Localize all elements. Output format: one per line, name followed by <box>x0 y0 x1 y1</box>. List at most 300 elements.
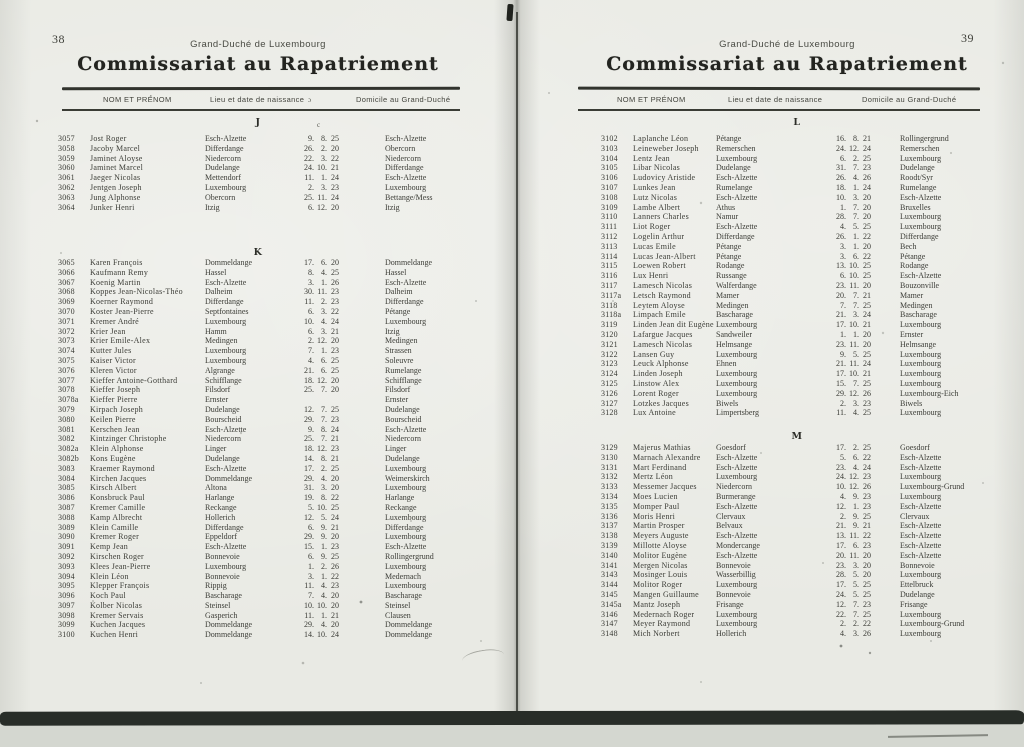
entry-name: Loewen Robert <box>633 261 686 271</box>
entry-domicile: Esch-Alzette <box>900 462 942 472</box>
entry-domicile: Obercorn <box>385 143 416 153</box>
table-row <box>601 359 1001 369</box>
entry-number: 3061 <box>58 173 75 183</box>
entry-domicile: Luxembourg <box>900 491 942 501</box>
entry-birthplace: Septfontaines <box>205 306 249 316</box>
entry-birthplace: Esch-Alzette <box>205 277 247 287</box>
entry-birthdate: 24. 10. 21 <box>304 163 339 173</box>
entry-birthdate: 17. 10. 21 <box>836 320 871 330</box>
entry-name: Lunkes Jean <box>633 182 676 192</box>
entry-number: 3117a <box>601 290 622 300</box>
entry-birthdate: 28. 5. 20 <box>836 570 871 580</box>
table-row <box>601 350 1001 360</box>
column-header-birth: Lieu et date de naissance <box>210 95 305 104</box>
entry-birthplace: Rippig <box>205 581 227 591</box>
entry-birthplace: Luxembourg <box>205 355 247 365</box>
entry-birthplace: Luxembourg <box>205 316 247 326</box>
entry-number: 3116 <box>601 271 618 281</box>
entry-name: Leytem Aloyse <box>633 300 685 310</box>
entry-name: Koster Jean-Pierre <box>90 306 154 316</box>
table-row <box>601 252 1001 262</box>
entry-number: 3103 <box>601 143 618 153</box>
entry-birthplace: Gasperich <box>205 610 238 620</box>
entry-domicile: Luxembourg <box>900 369 942 379</box>
entry-birthplace: Luxembourg <box>716 369 758 379</box>
entry-number: 3136 <box>601 511 618 521</box>
table-row <box>58 327 468 337</box>
table-row <box>601 242 1001 252</box>
entry-number: 3068 <box>58 287 75 297</box>
entry-domicile: Luxembourg <box>385 316 427 326</box>
entry-domicile: Luxembourg-Grund <box>900 482 965 492</box>
table-row <box>601 379 1001 389</box>
entry-domicile: Rollingergrund <box>900 134 949 143</box>
entry-name: Millotte Aloyse <box>633 540 687 550</box>
entry-birthdate: 12. 7. 23 <box>836 599 871 609</box>
entry-number: 3141 <box>601 560 618 570</box>
header-rule-top <box>578 87 980 91</box>
entry-birthdate: 23. 11. 20 <box>836 280 871 290</box>
entry-birthplace: Sandweiler <box>716 329 752 339</box>
entry-birthdate: 1. 1. 20 <box>840 329 871 339</box>
entry-birthdate: 21. 6. 25 <box>304 365 339 375</box>
entry-domicile: Differdange <box>385 522 424 532</box>
entry-birthplace: Esch-Alzette <box>205 542 247 552</box>
entry-birthdate: 4. 5. 25 <box>840 222 871 232</box>
entry-name: Koenig Martin <box>90 277 141 287</box>
entry-number: 3082b <box>58 453 79 463</box>
entry-birthplace: Dudelange <box>205 163 240 173</box>
entry-name: Lafargue Jacques <box>633 329 693 339</box>
entry-birthplace: Dommeldange <box>205 630 253 640</box>
table-row <box>601 173 1001 183</box>
entry-name: Kaiser Victor <box>90 355 136 365</box>
table-row <box>58 591 468 601</box>
table-row <box>58 268 468 278</box>
entry-birthdate: 25. 11. 24 <box>304 192 339 202</box>
table-row <box>601 183 1001 193</box>
entry-name: Liot Roger <box>633 222 671 232</box>
entry-birthdate: 1. 2. 26 <box>308 561 339 571</box>
entry-number: 3130 <box>601 452 618 462</box>
entry-number: 3069 <box>58 297 75 307</box>
entry-birthdate: 10. 4. 24 <box>304 316 339 326</box>
entry-birthplace: Dalheim <box>205 287 233 297</box>
entry-number: 3102 <box>601 134 618 143</box>
entry-domicile: Biwels <box>900 398 923 408</box>
entry-number: 3115 <box>601 261 618 271</box>
table-row <box>601 144 1001 154</box>
entry-birthdate: 6. 2. 25 <box>840 153 871 163</box>
entry-number: 3074 <box>58 346 75 356</box>
table-row <box>58 376 468 386</box>
book-fold-line <box>516 12 518 713</box>
entry-birthdate: 28. 7. 20 <box>836 212 871 222</box>
entry-number: 3089 <box>58 522 75 532</box>
entry-name: Kirchen Jacques <box>90 473 147 483</box>
entry-domicile: Luxembourg <box>900 222 942 232</box>
entry-name: Krier Emile-Alex <box>90 336 151 346</box>
entry-name: Keilen Pierre <box>90 414 136 424</box>
entry-birthplace: Pétange <box>716 241 742 251</box>
entry-domicile: Pétange <box>900 251 926 261</box>
entry-number: 3064 <box>58 202 75 212</box>
entry-birthdate: 26. 2. 20 <box>304 143 339 153</box>
entry-number: 3090 <box>58 532 75 542</box>
entry-domicile: Esch-Alzette <box>385 277 427 287</box>
entry-domicile: Medingen <box>900 300 933 310</box>
entry-number: 3087 <box>58 502 75 512</box>
entry-domicile: Goesdorf <box>900 443 930 452</box>
table-row <box>601 389 1001 399</box>
entry-name: Lansen Guy <box>633 349 675 359</box>
entry-number: 3105 <box>601 163 618 173</box>
entry-name: Koch Paul <box>90 591 126 601</box>
entry-birthdate: 23. 4. 24 <box>836 462 871 472</box>
entry-domicile: Bruxelles <box>900 202 931 212</box>
entry-birthplace: Eppeldorf <box>205 532 237 542</box>
entry-number: 3112 <box>601 231 618 241</box>
entry-number: 3099 <box>58 620 75 630</box>
entry-birthplace: Russange <box>716 271 747 281</box>
table-row <box>601 330 1001 340</box>
register-table-section <box>601 134 1001 418</box>
entry-birthdate: 25. 7. 20 <box>304 385 339 395</box>
table-row <box>58 287 468 297</box>
entry-domicile: Luxembourg <box>385 512 427 522</box>
entry-name: Kraemer Raymond <box>90 463 155 473</box>
entry-number: 3117 <box>601 280 618 290</box>
entry-birthplace: Hassel <box>205 267 227 277</box>
entry-domicile: Esch-Alzette <box>900 550 942 560</box>
table-row <box>58 552 468 562</box>
entry-name: Jaminet Aloyse <box>90 153 143 163</box>
entry-name: Moris Henri <box>633 511 676 521</box>
entry-name: Kirpach Joseph <box>90 404 144 414</box>
entry-birthdate: 29. 9. 20 <box>304 532 339 542</box>
entry-birthdate: 17. 10. 21 <box>836 369 871 379</box>
entry-birthplace: Luxembourg <box>205 561 247 571</box>
entry-name: Leuck Alphonse <box>633 359 689 369</box>
entry-domicile: Esch-Alzette <box>385 542 427 552</box>
entry-birthplace: Niedercorn <box>205 434 241 444</box>
table-row <box>58 483 468 493</box>
entry-birthdate: 7. 7. 25 <box>840 300 871 310</box>
table-row <box>58 356 468 366</box>
entry-name: Kerschen Jean <box>90 424 140 434</box>
entry-birthplace: Limpertsberg <box>716 408 759 418</box>
column-header-domicile: Domicile au Grand-Duché <box>356 95 451 104</box>
entry-domicile: Bech <box>900 241 917 251</box>
running-head: Grand-Duché de Luxembourg <box>719 39 855 50</box>
entry-number: 3148 <box>601 629 618 639</box>
table-row <box>58 193 468 203</box>
table-row <box>601 301 1001 311</box>
entry-birthplace: Mamer <box>716 290 740 300</box>
entry-name: Lux Antoine <box>633 408 676 418</box>
entry-name: Linstow Alex <box>633 378 680 388</box>
entry-number: 3091 <box>58 542 75 552</box>
entry-name: Ludovicy Aristide <box>633 173 696 183</box>
entry-name: Messemer Jacques <box>633 482 697 492</box>
entry-birthplace: Goesdorf <box>716 443 746 452</box>
entry-birthdate: 23. 3. 20 <box>836 560 871 570</box>
entry-birthplace: Clervaux <box>716 511 746 521</box>
header-rule-bottom <box>62 109 460 111</box>
entry-number: 3078 <box>58 385 75 395</box>
entry-name: Jaminet Marcel <box>90 163 144 173</box>
entry-domicile: Itzig <box>385 326 400 336</box>
table-row <box>58 542 468 552</box>
entry-birthdate: 15. 1. 23 <box>304 542 339 552</box>
entry-birthdate: 6. 12. 20 <box>308 202 339 212</box>
entry-name: Mosinger Louis <box>633 570 688 580</box>
table-row <box>58 493 468 503</box>
entry-domicile: Luxembourg-Grund <box>900 619 965 629</box>
entry-birthplace: Esch-Alzette <box>716 222 758 232</box>
table-row <box>58 346 468 356</box>
entry-domicile: Strassen <box>385 346 412 356</box>
entry-birthplace: Esch-Alzette <box>716 462 758 472</box>
table-row <box>601 629 1001 639</box>
entry-name: Lux Henri <box>633 271 669 281</box>
entry-name: Moes Lucien <box>633 491 678 501</box>
table-row <box>58 630 468 640</box>
entry-birthplace: Differdange <box>205 297 244 307</box>
entry-birthdate: 9. 8. 24 <box>308 424 339 434</box>
entry-birthdate <box>300 395 339 405</box>
entry-number: 3079 <box>58 404 75 414</box>
table-row <box>601 463 1001 473</box>
entry-domicile: Harlange <box>385 493 415 503</box>
entry-birthdate: 3. 1. 22 <box>308 571 339 581</box>
entry-birthdate: 24. 12. 24 <box>836 143 871 153</box>
entry-name: Kirschen Roger <box>90 551 144 561</box>
register-table-section <box>58 134 468 212</box>
stray-scan-mark: c <box>317 121 321 129</box>
entry-number: 3139 <box>601 540 618 550</box>
entry-domicile: Clausen <box>385 610 411 620</box>
entry-number: 3081 <box>58 424 75 434</box>
entry-birthplace: Altona <box>205 483 227 493</box>
table-row <box>601 570 1001 580</box>
entry-number: 3132 <box>601 472 618 482</box>
table-row <box>601 590 1001 600</box>
entry-birthplace: Bonnevoie <box>205 571 240 581</box>
table-row <box>601 203 1001 213</box>
entry-name: Laplanche Léon <box>633 134 689 143</box>
entry-birthdate: 5. 6. 22 <box>840 452 871 462</box>
entry-birthdate: 11. 1. 24 <box>304 173 339 183</box>
table-row <box>601 369 1001 379</box>
entry-number: 3120 <box>601 329 618 339</box>
entry-number: 3138 <box>601 531 618 541</box>
table-row <box>601 492 1001 502</box>
entry-birthdate: 13. 11. 22 <box>836 531 871 541</box>
table-row <box>601 232 1001 242</box>
entry-domicile: Esch-Alzette <box>900 271 942 281</box>
entry-birthdate: 21. 9. 21 <box>836 521 871 531</box>
entry-birthdate: 7. 1. 23 <box>308 346 339 356</box>
entry-domicile: Linger <box>385 444 407 454</box>
entry-domicile: Dommeldange <box>385 630 433 640</box>
table-row <box>601 610 1001 620</box>
column-header-domicile: Domicile au Grand-Duché <box>862 95 957 104</box>
entry-name: Meyers Auguste <box>633 531 689 541</box>
table-row <box>601 472 1001 482</box>
entry-birthplace: Biwels <box>716 398 739 408</box>
page-title: Commissariat au Rapatriement <box>77 53 439 75</box>
entry-birthdate: 17. 2. 25 <box>836 443 871 452</box>
entry-number: 3100 <box>58 630 75 640</box>
entry-birthplace: Esch-Alzette <box>205 463 247 473</box>
entry-domicile: Mamer <box>900 290 924 300</box>
entry-number: 3114 <box>601 251 618 261</box>
entry-birthdate: 8. 4. 25 <box>308 267 339 277</box>
entry-birthplace: Bascharage <box>716 310 753 320</box>
table-row <box>58 307 468 317</box>
entry-domicile: Dudelange <box>900 163 935 173</box>
entry-birthdate: 12. 5. 24 <box>304 512 339 522</box>
table-row <box>601 551 1001 561</box>
entry-birthdate: 11. 1. 21 <box>304 610 339 620</box>
entry-name: Koppes Jean-Nicolas-Théo <box>90 287 183 297</box>
entry-birthplace: Hamm <box>205 326 227 336</box>
entry-birthdate: 17. 5. 25 <box>836 580 871 590</box>
entry-name: Lanners Charles <box>633 212 689 222</box>
entry-birthdate: 12. 7. 25 <box>304 404 339 414</box>
entry-domicile: Bouzonville <box>900 280 940 290</box>
entry-number: 3127 <box>601 398 618 408</box>
entry-birthplace: Bonnevoie <box>716 560 751 570</box>
table-row <box>58 513 468 523</box>
entry-birthdate: 17. 6. 20 <box>304 258 339 267</box>
entry-domicile: Luxembourg <box>385 182 427 192</box>
entry-name: Lotzkes Jacques <box>633 398 689 408</box>
entry-domicile: Clervaux <box>900 511 930 521</box>
entry-number: 3135 <box>601 501 618 511</box>
entry-name: Kutter Jules <box>90 346 132 356</box>
header-rule-bottom <box>578 109 980 111</box>
entry-birthdate: 10. 10. 20 <box>304 600 339 610</box>
entry-number: 3146 <box>601 609 618 619</box>
entry-birthplace: Frisange <box>716 599 744 609</box>
entry-domicile: Luxembourg <box>900 408 942 418</box>
entry-name: Linden Joseph <box>633 369 683 379</box>
table-row <box>601 320 1001 330</box>
table-row <box>58 532 468 542</box>
entry-name: Lucas Emile <box>633 241 676 251</box>
entry-name: Martin Prosper <box>633 521 685 531</box>
entry-number: 3121 <box>601 339 618 349</box>
column-header-name: NOM ET PRÉNOM <box>103 95 172 104</box>
entry-birthplace: Bonnevoie <box>205 551 240 561</box>
entry-domicile: Differdange <box>385 297 424 307</box>
entry-name: Mangen Guillaume <box>633 589 699 599</box>
entry-birthplace: Esch-Alzette <box>716 550 758 560</box>
entry-birthplace: Bascharage <box>205 591 242 601</box>
table-row <box>601 453 1001 463</box>
entry-birthdate: 2. 9. 25 <box>840 511 871 521</box>
table-row <box>58 620 468 630</box>
entry-name: Jacoby Marcel <box>90 143 141 153</box>
entry-name: Molitor Roger <box>633 580 683 590</box>
entry-domicile: Luxembourg <box>385 463 427 473</box>
table-row <box>601 580 1001 590</box>
entry-birthplace: Esch-Alzette <box>205 134 247 143</box>
entry-birthdate: 2. 2. 22 <box>840 619 871 629</box>
register-table-section <box>58 258 468 640</box>
table-row <box>58 444 468 454</box>
entry-name: Koerner Raymond <box>90 297 154 307</box>
entry-birthdate: 29. 4. 20 <box>304 473 339 483</box>
entry-number: 3131 <box>601 462 618 472</box>
entry-birthdate: 15. 7. 25 <box>836 378 871 388</box>
entry-domicile: Reckange <box>385 502 417 512</box>
column-header-name: NOM ET PRÉNOM <box>617 95 686 104</box>
scan-noise-specks <box>0 0 2 2</box>
entry-number: 3059 <box>58 153 75 163</box>
entry-birthplace: Steinsel <box>205 600 231 610</box>
entry-domicile: Dudelange <box>900 589 935 599</box>
entry-birthdate: 11. 4. 23 <box>304 581 339 591</box>
entry-domicile: Luxembourg-Eich <box>900 388 959 398</box>
entry-birthplace: Schifflange <box>205 375 242 385</box>
table-row <box>601 310 1001 320</box>
entry-domicile: Esch-Alzette <box>900 501 942 511</box>
table-row <box>58 134 468 144</box>
entry-birthplace: Luxembourg <box>716 619 758 629</box>
table-row <box>58 278 468 288</box>
entry-birthdate: 20. 11. 20 <box>836 550 871 560</box>
table-row <box>58 173 468 183</box>
entry-number: 3094 <box>58 571 75 581</box>
entry-name: Lucas Jean-Albert <box>633 251 696 261</box>
table-row <box>58 503 468 513</box>
scan-page-right <box>512 0 1024 713</box>
entry-birthdate: 23. 11. 20 <box>836 339 871 349</box>
entry-domicile: Esch-Alzette <box>900 452 942 462</box>
entry-name: Limpach Emile <box>633 310 686 320</box>
entry-birthplace: Hollerich <box>205 512 236 522</box>
entry-birthdate: 16. 8. 21 <box>836 134 871 143</box>
entry-domicile: Luxembourg <box>385 532 427 542</box>
entry-birthplace: Luxembourg <box>716 472 758 482</box>
entry-domicile: Bonnevoie <box>900 560 935 570</box>
entry-name: Meyer Raymond <box>633 619 691 629</box>
entry-birthplace: Luxembourg <box>716 609 758 619</box>
entry-birthplace: Ehnen <box>716 359 737 369</box>
entry-name: Linden Jean dit Eugène <box>633 320 714 330</box>
table-row <box>601 531 1001 541</box>
table-row <box>601 502 1001 512</box>
entry-name: Kremer Roger <box>90 532 139 542</box>
table-row <box>601 541 1001 551</box>
table-row <box>601 408 1001 418</box>
entry-number: 3140 <box>601 550 618 560</box>
entry-number: 3084 <box>58 473 75 483</box>
entry-number: 3076 <box>58 365 75 375</box>
entry-name: Logelin Arthur <box>633 231 685 241</box>
table-row <box>58 601 468 611</box>
entry-name: Kremer Camille <box>90 502 146 512</box>
entry-name: Krier Jean <box>90 326 126 336</box>
stray-scan-mark: ɔ <box>308 96 312 104</box>
entry-birthplace: Bourscheid <box>205 414 242 424</box>
entry-name: Leineweber Joseph <box>633 143 699 153</box>
entry-number: 3096 <box>58 591 75 601</box>
entry-name: Molitor Eugène <box>633 550 687 560</box>
